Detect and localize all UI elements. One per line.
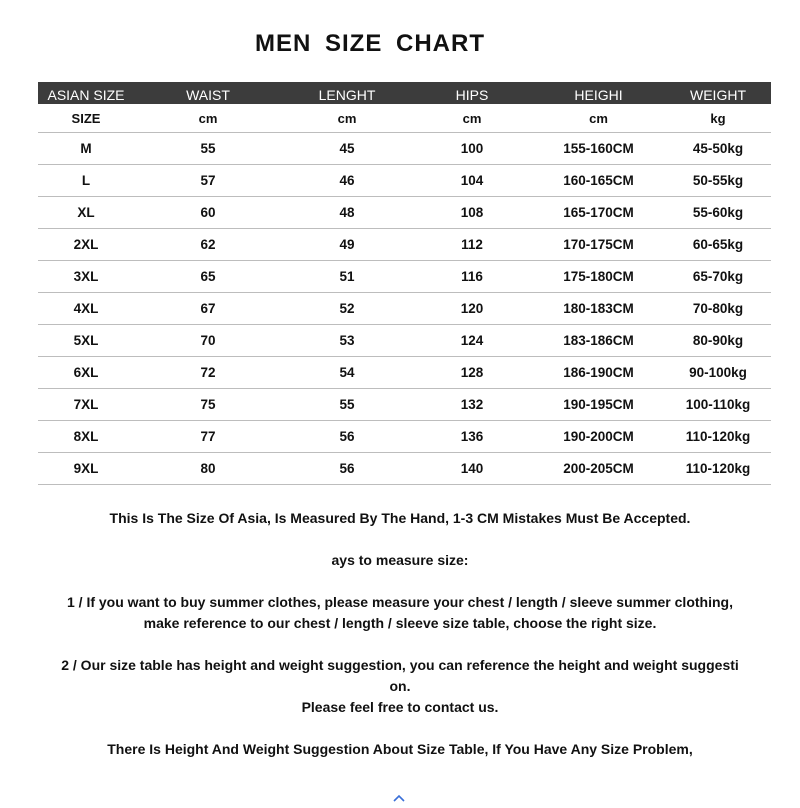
cell-size: 8XL bbox=[73, 429, 99, 444]
cell-weight: 50-55kg bbox=[692, 173, 744, 188]
cell-waist: 55 bbox=[200, 141, 216, 156]
cell-length: 49 bbox=[339, 237, 355, 252]
cell-weight: 110-120kg bbox=[685, 461, 751, 476]
cell-height: 183-186CM bbox=[563, 333, 634, 348]
tip-1-line-2: make reference to our chest / length / sleeve size table, choose the right size. bbox=[143, 615, 657, 631]
header-asian-size: ASIAN SIZE bbox=[47, 87, 125, 103]
cell-hips: 112 bbox=[461, 237, 483, 252]
cell-height: 190-200CM bbox=[563, 429, 634, 444]
cell-waist: 60 bbox=[200, 205, 216, 220]
cell-length: 52 bbox=[339, 301, 355, 316]
table-row bbox=[38, 165, 771, 197]
cell-height: 190-195CM bbox=[563, 397, 634, 412]
tip-2-line-1: 2 / Our size table has height and weight suggestion, you can reference the height and weight suggesti bbox=[61, 657, 739, 673]
chevron-up-icon[interactable] bbox=[392, 790, 406, 800]
cell-waist: 75 bbox=[200, 397, 216, 412]
table-row bbox=[38, 453, 771, 485]
cell-length: 55 bbox=[339, 397, 355, 412]
cell-waist: 70 bbox=[200, 333, 216, 348]
ways-to-measure-heading: ays to measure size: bbox=[331, 552, 469, 568]
cell-waist: 80 bbox=[200, 461, 216, 476]
cell-length: 54 bbox=[339, 365, 355, 380]
tip-2-line-2: on. bbox=[389, 678, 411, 694]
cell-hips: 140 bbox=[460, 461, 484, 476]
cell-height: 170-175CM bbox=[563, 237, 634, 252]
cell-height: 200-205CM bbox=[563, 461, 634, 476]
table-row bbox=[38, 229, 771, 261]
header-hips: HIPS bbox=[455, 87, 489, 103]
cell-weight: 110-120kg bbox=[685, 429, 751, 444]
cell-height: 165-170CM bbox=[563, 205, 634, 220]
unit-weight: kg bbox=[710, 110, 726, 126]
cell-height: 175-180CM bbox=[563, 269, 634, 284]
cell-size: 2XL bbox=[73, 237, 99, 252]
cell-waist: 67 bbox=[200, 301, 216, 316]
asia-size-note: This Is The Size Of Asia, Is Measured By The Hand, 1-3 CM Mistakes Must Be Accepted. bbox=[109, 510, 691, 526]
cell-waist: 65 bbox=[200, 269, 216, 284]
table-header-row bbox=[38, 82, 771, 104]
cell-weight: 65-70kg bbox=[692, 269, 744, 284]
cell-weight: 60-65kg bbox=[692, 237, 744, 252]
cell-size: 9XL bbox=[73, 461, 99, 476]
header-weight: WEIGHT bbox=[690, 87, 746, 103]
cell-waist: 72 bbox=[200, 365, 216, 380]
table-unit-row bbox=[38, 104, 771, 133]
unit-waist: cm bbox=[198, 110, 218, 126]
cell-size: 3XL bbox=[73, 269, 99, 284]
chevron-up-icon-svg bbox=[392, 793, 406, 803]
cell-size: M bbox=[80, 141, 92, 156]
cell-hips: 104 bbox=[460, 173, 484, 188]
cell-length: 51 bbox=[339, 269, 355, 284]
table-row bbox=[38, 325, 771, 357]
cell-hips: 108 bbox=[460, 205, 484, 220]
header-length: LENGHT bbox=[318, 87, 376, 103]
cell-weight: 55-60kg bbox=[692, 205, 744, 220]
cell-waist: 57 bbox=[200, 173, 216, 188]
cell-height: 186-190CM bbox=[563, 365, 634, 380]
table-row bbox=[38, 261, 771, 293]
height-weight-suggestion-note: There Is Height And Weight Suggestion About Size Table, If You Have Any Size Problem, bbox=[107, 741, 693, 757]
cell-hips: 128 bbox=[460, 365, 484, 380]
cell-hips: 136 bbox=[460, 429, 484, 444]
unit-length: cm bbox=[337, 110, 357, 126]
cell-length: 53 bbox=[339, 333, 355, 348]
cell-hips: 100 bbox=[460, 141, 484, 156]
table-row bbox=[38, 357, 771, 389]
cell-length: 56 bbox=[339, 461, 355, 476]
cell-weight: 70-80kg bbox=[692, 301, 744, 316]
cell-length: 45 bbox=[339, 141, 355, 156]
header-waist: WAIST bbox=[186, 87, 230, 103]
table-row bbox=[38, 389, 771, 421]
cell-weight: 45-50kg bbox=[692, 141, 744, 156]
cell-hips: 124 bbox=[460, 333, 484, 348]
cell-size: L bbox=[81, 173, 91, 188]
cell-hips: 132 bbox=[460, 397, 484, 412]
cell-length: 46 bbox=[339, 173, 355, 188]
cell-size: 6XL bbox=[73, 365, 99, 380]
cell-height: 160-165CM bbox=[563, 173, 634, 188]
cell-length: 48 bbox=[339, 205, 355, 220]
cell-height: 155-160CM bbox=[563, 141, 634, 156]
cell-length: 56 bbox=[339, 429, 355, 444]
unit-hips: cm bbox=[462, 110, 482, 126]
unit-height: cm bbox=[589, 110, 608, 126]
cell-size: 4XL bbox=[73, 301, 99, 316]
unit-size: SIZE bbox=[71, 110, 101, 126]
contact-note: Please feel free to contact us. bbox=[301, 699, 499, 715]
cell-weight: 90-100kg bbox=[689, 365, 747, 380]
table-row bbox=[38, 197, 771, 229]
cell-weight: 100-110kg bbox=[685, 397, 751, 412]
cell-hips: 120 bbox=[460, 301, 484, 316]
cell-size: XL bbox=[77, 205, 95, 220]
page-title: MEN SIZE CHART bbox=[255, 30, 485, 57]
cell-hips: 116 bbox=[461, 269, 483, 284]
cell-waist: 77 bbox=[200, 429, 216, 444]
measurement-notes bbox=[20, 508, 780, 760]
cell-size: 7XL bbox=[73, 397, 99, 412]
table-row bbox=[38, 133, 771, 165]
size-chart-table bbox=[38, 82, 771, 485]
cell-height: 180-183CM bbox=[563, 301, 634, 316]
table-row bbox=[38, 421, 771, 453]
header-height: HEIGHI bbox=[574, 87, 623, 103]
cell-waist: 62 bbox=[200, 237, 216, 252]
cell-weight: 80-90kg bbox=[692, 333, 744, 348]
tip-1-line-1: 1 / If you want to buy summer clothes, please measure your chest / length / sleeve summer clothing, bbox=[67, 594, 733, 610]
table-row bbox=[38, 293, 771, 325]
cell-size: 5XL bbox=[73, 333, 99, 348]
